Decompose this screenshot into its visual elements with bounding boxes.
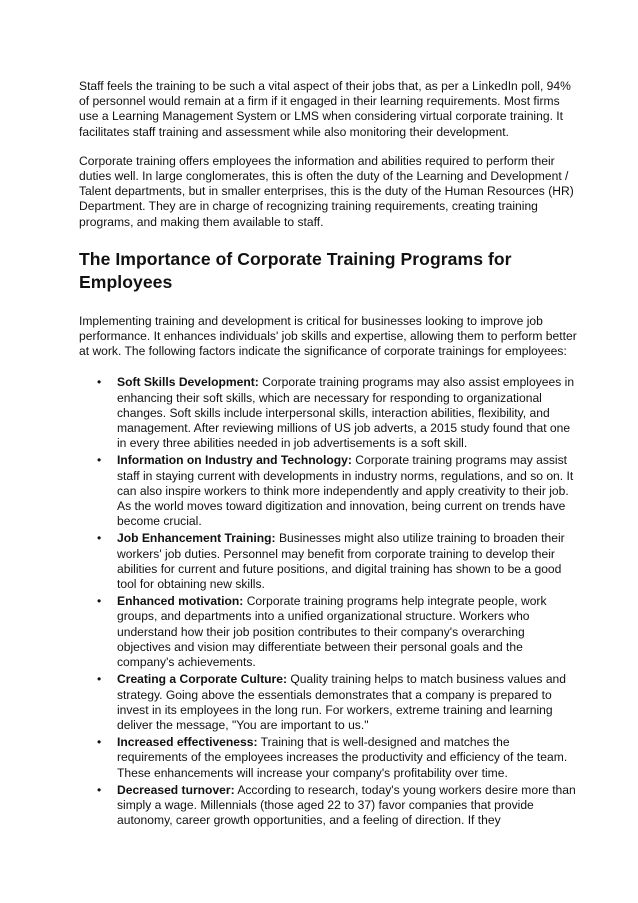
- intro-paragraph-1: Staff feels the training to be such a vital aspect of their jobs that, as per a LinkedIn poll, 94% of personnel would remain at a firm if it engaged in their learning requirements. Most firms use a Learning Management System or LMS when considering virtual corporate training. It facilitates staff training and assessment while also monitoring their development.: [79, 79, 571, 139]
- bullet-icon: •: [97, 782, 102, 797]
- bullet-icon: •: [97, 453, 102, 468]
- list-item-title: Decreased turnover:: [117, 782, 235, 797]
- list-item: [79, 735, 578, 781]
- list-item-title: Job Enhancement Training:: [117, 531, 276, 546]
- list-item: [79, 594, 578, 670]
- list-item-text: Corporate training programs may assist staff in staying current with developments in industry norms, regulations, and so on. It can also inspire workers to think more independently and apply creativity to their job. As the world moves toward digitization and innovation, being current on trends have become crucial.: [117, 453, 574, 529]
- list-item-text: Quality training helps to match business values and strategy. Going above the essentials demonstrates that a company is prepared to invest in its employees in the long run. For workers, extreme training and learning deliver the message, "You are important to us.": [117, 672, 566, 732]
- list-item-title: Increased effectiveness:: [117, 735, 258, 750]
- bullet-icon: •: [97, 672, 102, 687]
- list-item-title: Enhanced motivation:: [117, 594, 244, 609]
- bullet-icon: •: [97, 531, 102, 546]
- list-item-text: According to research, today's young workers desire more than simply a wage. Millennials (those aged 22 to 37) favor companies that provide autonomy, career growth opportunities, and a feeling of direction. If they: [117, 782, 576, 828]
- bullet-icon: •: [97, 594, 102, 609]
- list-item-text: Businesses might also utilize training to broaden their workers' job duties. Personnel may benefit from corporate training to develop their abilities for current and future positions, and digital training has shown to be a good tool for obtaining new skills.: [117, 531, 565, 592]
- factors-list: [79, 375, 578, 828]
- list-item-title: Information on Industry and Technology:: [117, 453, 352, 468]
- list-item-title: Soft Skills Development:: [117, 375, 259, 390]
- list-item: [79, 531, 578, 592]
- list-item-text: Corporate training programs help integrate people, work groups, and departments into a unified organizational structure. Workers who understand how their job position contributes to their company's overarching objectives and vision may differentiate between their personal goals and the company's achievements.: [117, 594, 547, 670]
- list-item: [79, 375, 578, 451]
- bullet-icon: •: [97, 375, 102, 390]
- intro-paragraph-2: Corporate training offers employees the information and abilities required to perform their duties well. In large conglomerates, this is often the duty of the Learning and Development / Talent departments, but in smaller enterprises, this is the duty of the Human Resources (HR) Department. They are in charge of recognizing training requirements, creating training programs, and making them available to staff.: [79, 153, 574, 229]
- list-item: [79, 672, 578, 733]
- bullet-icon: •: [97, 735, 102, 750]
- list-item-text: Training that is well-designed and matches the requirements of the employees increases the productivity and efficiency of the team. These enhancements will increase your company's profitability over time.: [117, 735, 568, 780]
- section-intro-paragraph: Implementing training and development is critical for businesses looking to improve job performance. It enhances individuals' job skills and expertise, allowing them to perform better at work. The following factors indicate the significance of corporate trainings for employees:: [79, 313, 577, 359]
- list-item-text: Corporate training programs may also assist employees in enhancing their soft skills, which are necessary for responding to organizational changes. Soft skills include interpersonal skills, interaction abilities, flexibility, and management. After reviewing millions of US job adverts, a 2015 study found that one in every three abilities needed in job advertisements is a soft skill.: [117, 375, 575, 451]
- list-item: [79, 783, 578, 829]
- list-item: [79, 453, 578, 529]
- section-heading: The Importance of Corporate Training Programs for Employees: [79, 248, 512, 292]
- list-item-title: Creating a Corporate Culture:: [117, 672, 288, 687]
